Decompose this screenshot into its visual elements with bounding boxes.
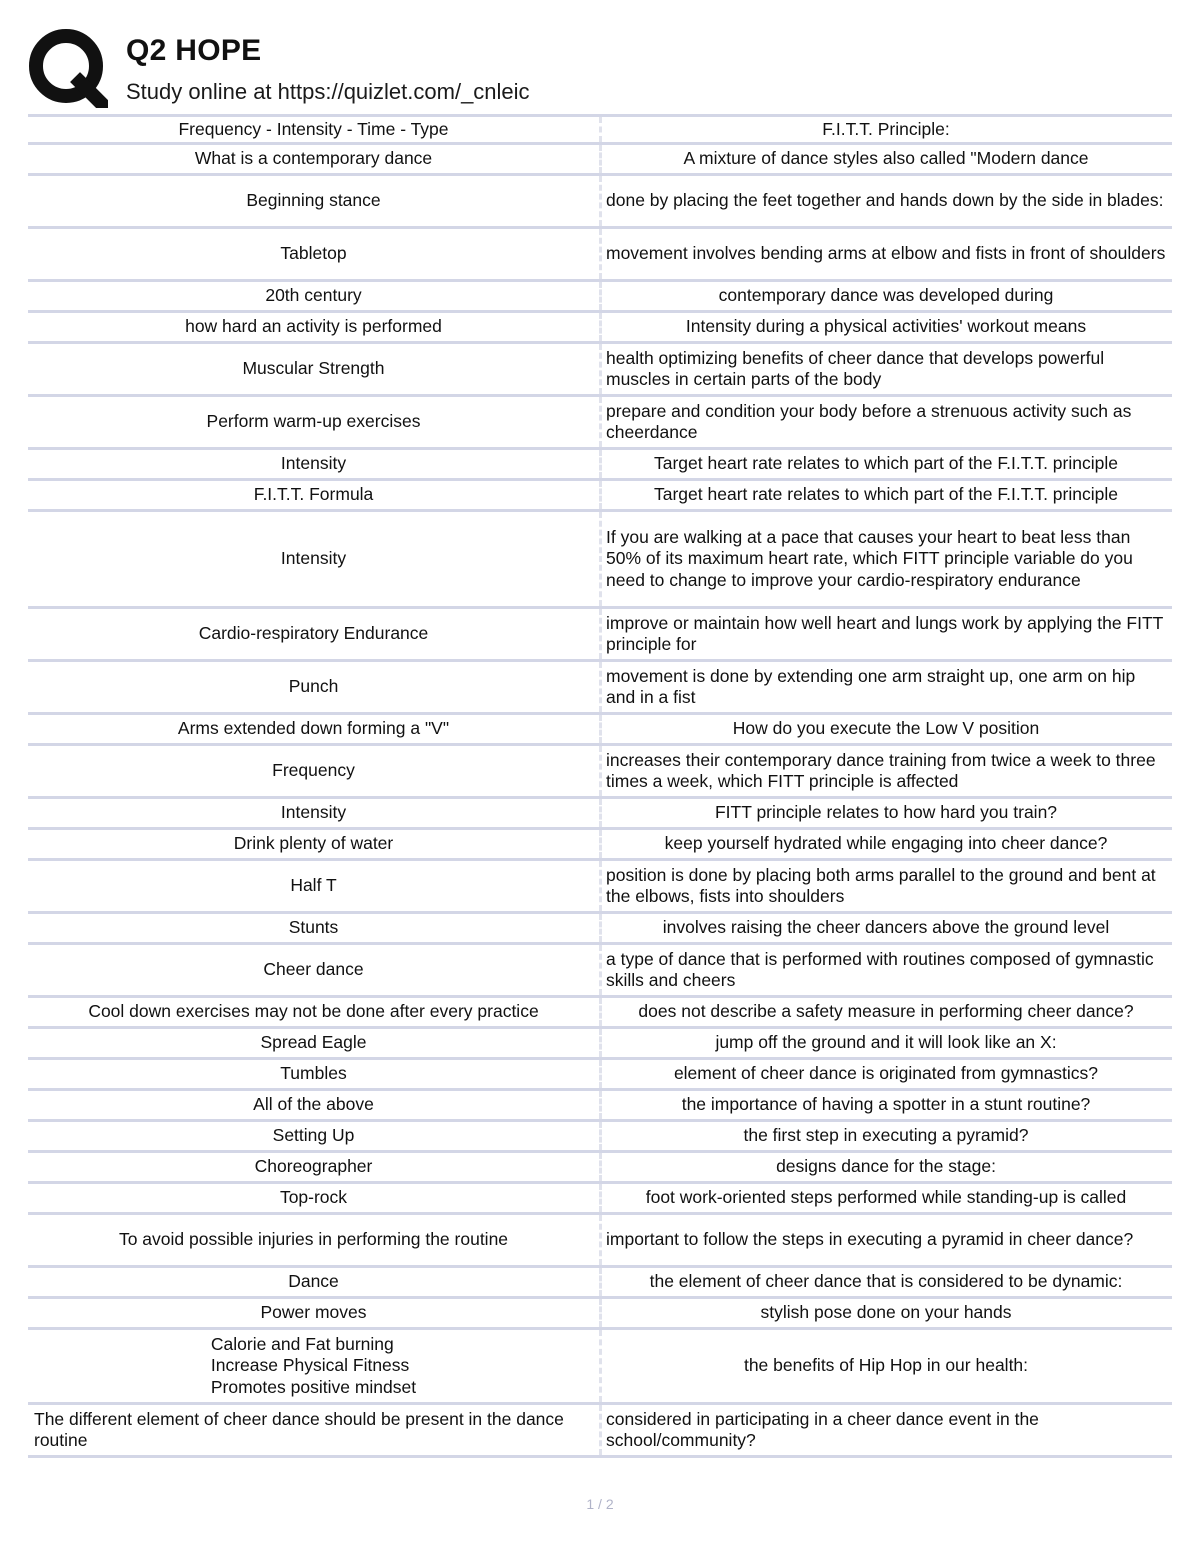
definition-cell: increases their contemporary dance training from twice a week to three times a week, which FITT principle is affected	[606, 749, 1156, 791]
term-cell: Tabletop	[28, 229, 602, 279]
table-row	[28, 1405, 1172, 1458]
definition-cell: position is done by placing both arms parallel to the ground and bent at the elbows, fists into shoulders	[606, 864, 1156, 906]
definition-cell: FITT principle relates to how hard you train?	[714, 802, 1058, 823]
term-cell: Cardio-respiratory Endurance	[28, 609, 602, 659]
table-row	[28, 830, 1172, 861]
term-cell: Frequency	[28, 746, 602, 796]
quizlet-logo-icon	[28, 28, 108, 108]
term-cell: Punch	[28, 662, 602, 712]
definition-cell: the importance of having a spotter in a stunt routine?	[681, 1094, 1091, 1115]
term-cell: Power moves	[28, 1299, 602, 1327]
table-row	[28, 282, 1172, 313]
term-cell: Stunts	[28, 914, 602, 942]
table-row	[28, 799, 1172, 830]
term-cell: Cool down exercises may not be done after every practice	[28, 998, 602, 1026]
study-online-link[interactable]: Study online at https://quizlet.com/_cnleic	[126, 79, 530, 104]
term-cell: F.I.T.T. Formula	[28, 481, 602, 509]
term-cell: What is a contemporary dance	[28, 145, 602, 173]
definition-cell: movement involves bending arms at elbow and fists in front of shoulders	[606, 243, 1166, 264]
table-row	[28, 746, 1172, 799]
table-row	[28, 998, 1172, 1029]
table-row	[28, 1330, 1172, 1405]
definition-cell: prepare and condition your body before a strenuous activity such as cheerdance	[606, 400, 1132, 442]
definition-cell: considered in participating in a cheer dance event in the school/community?	[606, 1408, 1039, 1450]
table-row	[28, 176, 1172, 229]
term-cell: Dance	[28, 1268, 602, 1296]
definition-cell: the first step in executing a pyramid?	[743, 1125, 1029, 1146]
table-row	[28, 1029, 1172, 1060]
term-cell: Cheer dance	[28, 945, 602, 995]
definition-cell: involves raising the cheer dancers above the ground level	[662, 917, 1110, 938]
table-row	[28, 1153, 1172, 1184]
table-row	[28, 1060, 1172, 1091]
definition-cell: done by placing the feet together and hands down by the side in blades:	[606, 190, 1164, 211]
page-title: Q2 HOPE	[126, 34, 262, 67]
table-row	[28, 313, 1172, 344]
definition-cell: movement is done by extending one arm straight up, one arm on hip and in a fist	[606, 665, 1136, 707]
term-cell: Tumbles	[28, 1060, 602, 1088]
term-cell: Arms extended down forming a "V"	[28, 715, 602, 743]
table-row	[28, 1091, 1172, 1122]
table-row	[28, 1184, 1172, 1215]
flashcard-table	[28, 114, 1172, 1458]
definition-cell: Target heart rate relates to which part of the F.I.T.T. principle	[654, 453, 1118, 474]
definition-cell: foot work-oriented steps performed while standing-up is called	[645, 1187, 1127, 1208]
table-row	[28, 914, 1172, 945]
definition-cell: stylish pose done on your hands	[760, 1302, 1012, 1323]
definition-cell: the element of cheer dance that is considered to be dynamic:	[649, 1271, 1123, 1292]
table-row	[28, 609, 1172, 662]
definition-cell: jump off the ground and it will look like an X:	[715, 1032, 1057, 1053]
table-row	[28, 945, 1172, 998]
definition-cell: keep yourself hydrated while engaging into cheer dance?	[664, 833, 1108, 854]
term-cell: Intensity	[28, 512, 602, 606]
table-row	[28, 481, 1172, 512]
definition-cell: element of cheer dance is originated from gymnastics?	[673, 1063, 1099, 1084]
term-cell: Frequency - Intensity - Time - Type	[28, 117, 602, 142]
term-cell: 20th century	[28, 282, 602, 310]
page-number: 1 / 2	[586, 1496, 614, 1512]
definition-cell: Intensity during a physical activities' workout means	[685, 316, 1087, 337]
term-cell: Drink plenty of water	[28, 830, 602, 858]
term-cell: Calorie and Fat burning Increase Physical Fitness Promotes positive mindset	[28, 1330, 602, 1402]
definition-cell: F.I.T.T. Principle:	[822, 118, 950, 139]
definition-cell: How do you execute the Low V position	[732, 718, 1040, 739]
table-row	[28, 1299, 1172, 1330]
table-row	[28, 229, 1172, 282]
header	[28, 28, 1178, 110]
term-cell: All of the above	[28, 1091, 602, 1119]
definition-cell: health optimizing benefits of cheer dance that develops powerful muscles in certain parts of the body	[606, 347, 1105, 389]
definition-cell: A mixture of dance styles also called "Modern dance	[683, 148, 1089, 169]
definition-cell: does not describe a safety measure in performing cheer dance?	[638, 1001, 1134, 1022]
table-row	[28, 450, 1172, 481]
table-row	[28, 715, 1172, 746]
definition-cell: contemporary dance was developed during	[718, 285, 1054, 306]
term-cell: Muscular Strength	[28, 344, 602, 394]
term-cell: Setting Up	[28, 1122, 602, 1150]
table-row	[28, 512, 1172, 609]
table-row	[28, 145, 1172, 176]
term-cell: To avoid possible injuries in performing the routine	[28, 1215, 602, 1265]
definition-cell: important to follow the steps in executing a pyramid in cheer dance?	[606, 1229, 1134, 1250]
table-row	[28, 662, 1172, 715]
term-cell: how hard an activity is performed	[28, 313, 602, 341]
table-row	[28, 1215, 1172, 1268]
term-cell: The different element of cheer dance should be present in the dance routine	[28, 1405, 602, 1455]
definition-cell: a type of dance that is performed with routines composed of gymnastic skills and cheers	[606, 948, 1154, 990]
term-cell: Perform warm-up exercises	[28, 397, 602, 447]
term-cell: Top-rock	[28, 1184, 602, 1212]
definition-cell: Target heart rate relates to which part of the F.I.T.T. principle	[654, 484, 1118, 505]
definition-cell: improve or maintain how well heart and lungs work by applying the FITT principle for	[606, 612, 1164, 654]
table-row	[28, 1268, 1172, 1299]
term-cell: Beginning stance	[28, 176, 602, 226]
table-row	[28, 861, 1172, 914]
term-cell: Intensity	[28, 450, 602, 478]
term-cell: Intensity	[28, 799, 602, 827]
table-row	[28, 344, 1172, 397]
table-row	[28, 397, 1172, 450]
term-cell: Half T	[28, 861, 602, 911]
table-row	[28, 1122, 1172, 1153]
definition-cell: designs dance for the stage:	[776, 1156, 996, 1177]
definition-cell: If you are walking at a pace that causes your heart to beat less than 50% of its maximum heart rate, which FITT principle variable do you need to change to improve your cardio-respiratory endurance	[606, 526, 1133, 590]
table-row	[28, 114, 1172, 145]
term-cell: Spread Eagle	[28, 1029, 602, 1057]
definition-cell: the benefits of Hip Hop in our health:	[743, 1355, 1029, 1376]
term-cell: Choreographer	[28, 1153, 602, 1181]
